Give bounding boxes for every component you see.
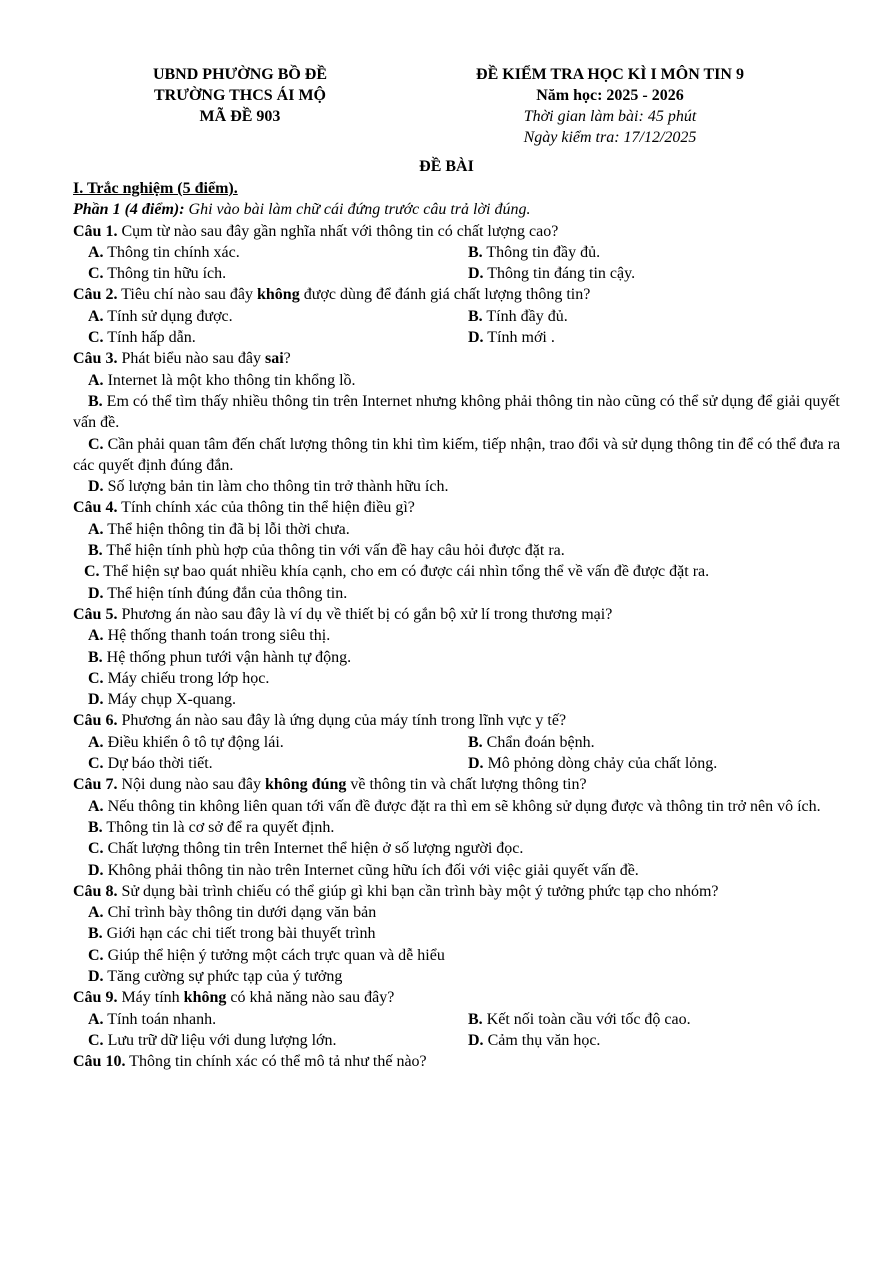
answer-letter: C. (84, 563, 100, 581)
question-10 (73, 1051, 843, 1072)
part-text: Ghi vào bài làm chữ cái đứng trước câu trả lời đúng. (184, 201, 531, 219)
answer-letter: A. (88, 243, 104, 261)
question-text: Nội dung nào sau đây (117, 776, 265, 794)
answer-letter: C. (88, 265, 104, 283)
answer-text: Cần phải quan tâm đến chất lượng thông tin khi tìm kiếm, tiếp nhận, trao đổi và sử dụng thông tin để có thể đưa ra các quyết định đúng đắn. (73, 435, 841, 474)
answer-d (453, 263, 635, 284)
question-number: Câu 2. (73, 286, 118, 304)
answer-text: Tính sử dụng được. (103, 307, 233, 325)
question-text: về thông tin và chất lượng thông tin? (346, 776, 587, 794)
question-6 (73, 710, 843, 731)
question-4 (73, 497, 843, 518)
answer-letter: A. (88, 797, 104, 815)
question-7 (73, 774, 843, 795)
answer-letter: C. (88, 946, 104, 964)
answer-letter: B. (468, 1010, 483, 1028)
answer-row (73, 263, 843, 284)
question-number: Câu 9. (73, 989, 118, 1007)
answer-text: Tính toán nhanh. (103, 1010, 217, 1028)
answer-text: Không phải thông tin nào trên Internet cũng hữu ích đối với việc giải quyết vấn đề. (103, 861, 639, 879)
answer-letter: B. (88, 925, 103, 943)
part-label: Phần 1 (4 điểm): (73, 201, 185, 219)
answer-letter: B. (468, 243, 483, 261)
answer-letter: A. (88, 1010, 104, 1028)
answer-text: Dự báo thời tiết. (103, 755, 213, 773)
answer-letter: B. (88, 818, 103, 836)
answer-c (73, 753, 453, 774)
answer-d (453, 327, 555, 348)
answer-row (73, 1030, 843, 1051)
answer-text: Nếu thông tin không liên quan tới vấn đề được đặt ra thì em sẽ không sử dụng được và thông tin trở nên vô ích. (103, 797, 821, 815)
district-name: UBND PHƯỜNG BỒ ĐỀ (152, 66, 328, 83)
answer-text: Tính hấp dẫn. (103, 329, 196, 347)
question-text: Phương án nào sau đây là ví dụ về thiết bị có gắn bộ xử lí trong thương mại? (117, 605, 613, 623)
answer-b (453, 732, 595, 753)
answer-b (453, 242, 600, 263)
part-instruction (73, 199, 843, 220)
answer-text: Mô phỏng dòng chảy của chất lỏng. (483, 755, 718, 773)
answer-text: Cảm thụ văn học. (483, 1031, 601, 1049)
question-9 (73, 987, 843, 1008)
answer-c (73, 1030, 453, 1051)
exam-heading: ĐỀ BÀI (419, 158, 474, 175)
answer-row (73, 753, 843, 774)
answer-c (73, 838, 843, 859)
section-title: I. Trắc nghiệm (5 điểm). (73, 180, 238, 197)
answer-c (73, 327, 453, 348)
question-emphasis: không (257, 286, 300, 304)
answer-letter: D. (88, 967, 104, 985)
question-text: Phương án nào sau đây là ứng dụng của máy tính trong lĩnh vực y tế? (117, 712, 567, 730)
answer-text: Giúp thể hiện ý tưởng một cách trực quan và dễ hiểu (103, 946, 445, 964)
answer-d (73, 583, 843, 604)
answer-letter: D. (468, 265, 484, 283)
answer-text: Thông tin là cơ sở để ra quyết định. (102, 818, 335, 836)
exam-body (73, 178, 843, 1072)
question-emphasis: không (183, 989, 227, 1007)
answer-letter: D. (88, 861, 104, 879)
answer-text: Máy chiếu trong lớp học. (103, 669, 270, 687)
answer-b (73, 817, 843, 838)
question-number: Câu 5. (73, 605, 118, 623)
answer-b (73, 923, 843, 944)
answer-text: Thông tin hữu ích. (103, 265, 227, 283)
answer-row (73, 732, 843, 753)
answer-letter: C. (88, 840, 104, 858)
answer-b (453, 1009, 691, 1030)
answer-d (73, 689, 843, 710)
question-emphasis: sai (264, 350, 284, 368)
answer-d (453, 753, 717, 774)
answer-d (73, 476, 843, 497)
answer-row (73, 327, 843, 348)
answer-letter: A. (88, 627, 104, 645)
answer-letter: A. (88, 371, 104, 389)
answer-text: Máy chụp X-quang. (103, 691, 236, 709)
answer-text: Lưu trữ dữ liệu với dung lượng lớn. (103, 1031, 337, 1049)
answer-a (73, 732, 453, 753)
answer-letter: D. (468, 1031, 484, 1049)
question-number: Câu 10. (73, 1053, 126, 1071)
answer-letter: D. (88, 478, 104, 496)
exam-code: MÃ ĐỀ 903 (199, 108, 281, 125)
answer-letter: B. (468, 733, 483, 751)
question-emphasis: không đúng (264, 776, 347, 794)
answer-letter: D. (468, 329, 484, 347)
answer-text: Thể hiện thông tin đã bị lỗi thời chưa. (103, 520, 350, 538)
answer-text: Kết nối toàn cầu với tốc độ cao. (482, 1010, 691, 1028)
question-5 (73, 604, 843, 625)
exam-duration: Thời gian làm bài: 45 phút (523, 108, 697, 125)
answer-b (73, 647, 843, 668)
answer-a (73, 370, 843, 391)
answer-text: Em có thể tìm thấy nhiều thông tin trên Internet nhưng không phải thông tin nào cũng có thể sử dụng để giải quyết vấn đề. (73, 392, 840, 432)
question-number: Câu 6. (73, 712, 118, 730)
question-number: Câu 1. (73, 222, 118, 240)
answer-letter: C. (88, 329, 104, 347)
answer-letter: D. (468, 755, 484, 773)
question-text: Sử dụng bài trình chiếu có thể giúp gì khi bạn cần trình bày một ý tưởng phức tạp cho nhóm? (117, 882, 719, 900)
question-text: Máy tính (117, 989, 184, 1007)
answer-text: Thể hiện tính phù hợp của thông tin với vấn đề hay câu hỏi được đặt ra. (102, 542, 565, 560)
question-3 (73, 348, 843, 369)
answer-a (73, 625, 843, 646)
header-right (420, 64, 800, 148)
answer-letter: A. (88, 520, 104, 538)
question-1 (73, 221, 843, 242)
answer-text: Thể hiện sự bao quát nhiều khía cạnh, cho em có được cái nhìn tổng thể về vấn đề được đặt ra. (99, 563, 710, 581)
question-text: được dùng để đánh giá chất lượng thông tin? (299, 286, 591, 304)
answer-text: Điều khiển ô tô tự động lái. (103, 733, 284, 751)
answer-b (453, 306, 568, 327)
answer-letter: C. (88, 1031, 104, 1049)
answer-text: Chỉ trình bày thông tin dưới dạng văn bản (103, 904, 377, 922)
answer-letter: A. (88, 307, 104, 325)
answer-text: Thông tin đáng tin cậy. (483, 265, 636, 283)
answer-text: Tính đầy đủ. (482, 307, 568, 325)
question-text: Tính chính xác của thông tin thể hiện điều gì? (117, 499, 415, 517)
answer-d (73, 966, 843, 987)
answer-text: Số lượng bản tin làm cho thông tin trở thành hữu ích. (103, 478, 449, 496)
answer-letter: B. (88, 542, 103, 560)
answer-letter: C. (88, 435, 104, 453)
answer-text: Thông tin chính xác. (103, 243, 240, 261)
answer-c (73, 263, 453, 284)
question-text: ? (283, 350, 291, 368)
header-left (90, 64, 390, 127)
answer-a (73, 519, 843, 540)
answer-letter: C. (88, 755, 104, 773)
answer-row (73, 306, 843, 327)
question-text: có khả năng nào sau đây? (226, 989, 395, 1007)
answer-a (73, 242, 453, 263)
exam-title: ĐỀ KIỂM TRA HỌC KÌ I MÔN TIN 9 (476, 66, 744, 83)
answer-letter: C. (88, 669, 104, 687)
answer-text: Tăng cường sự phức tạp của ý tưởng (103, 967, 343, 985)
question-text: Cụm từ nào sau đây gần nghĩa nhất với thông tin có chất lượng cao? (117, 222, 559, 240)
question-text: Thông tin chính xác có thể mô tả như thế nào? (125, 1053, 427, 1071)
answer-c (73, 561, 843, 582)
answer-c (73, 434, 843, 477)
question-text: Phát biểu nào sau đây (117, 350, 265, 368)
answer-text: Internet là một kho thông tin khổng lồ. (103, 371, 356, 389)
answer-b (73, 540, 843, 561)
question-number: Câu 8. (73, 882, 118, 900)
answer-a (73, 902, 843, 923)
answer-d (453, 1030, 600, 1051)
answer-letter: D. (88, 691, 104, 709)
question-text: Tiêu chí nào sau đây (117, 286, 257, 304)
question-number: Câu 4. (73, 499, 118, 517)
answer-text: Giới hạn các chi tiết trong bài thuyết trình (102, 925, 376, 943)
answer-row (73, 1009, 843, 1030)
question-number: Câu 7. (73, 776, 118, 794)
answer-row (73, 242, 843, 263)
question-2 (73, 284, 843, 305)
answer-letter: B. (468, 307, 483, 325)
school-year: Năm học: 2025 - 2026 (536, 87, 684, 104)
school-name: TRƯỜNG THCS ÁI MỘ (153, 87, 326, 104)
question-8 (73, 881, 843, 902)
exam-date: Ngày kiểm tra: 17/12/2025 (523, 129, 697, 146)
answer-a (73, 1009, 453, 1030)
answer-b (73, 391, 843, 434)
answer-text: Chất lượng thông tin trên Internet thể hiện ở số lượng người đọc. (103, 840, 524, 858)
answer-c (73, 668, 843, 689)
answer-letter: A. (88, 904, 104, 922)
answer-letter: B. (88, 392, 103, 410)
answer-text: Chẩn đoán bệnh. (482, 733, 595, 751)
answer-d (73, 860, 843, 881)
answer-text: Hệ thống thanh toán trong siêu thị. (103, 627, 331, 645)
answer-letter: A. (88, 733, 104, 751)
answer-a (73, 306, 453, 327)
question-number: Câu 3. (73, 350, 118, 368)
answer-letter: D. (88, 584, 104, 602)
answer-letter: B. (88, 648, 103, 666)
answer-a (73, 796, 843, 817)
answer-c (73, 945, 843, 966)
answer-text: Thể hiện tính đúng đắn của thông tin. (103, 584, 348, 602)
answer-text: Tính mới . (483, 329, 555, 347)
answer-text: Hệ thống phun tưới vận hành tự động. (102, 648, 352, 666)
answer-text: Thông tin đầy đủ. (482, 243, 601, 261)
